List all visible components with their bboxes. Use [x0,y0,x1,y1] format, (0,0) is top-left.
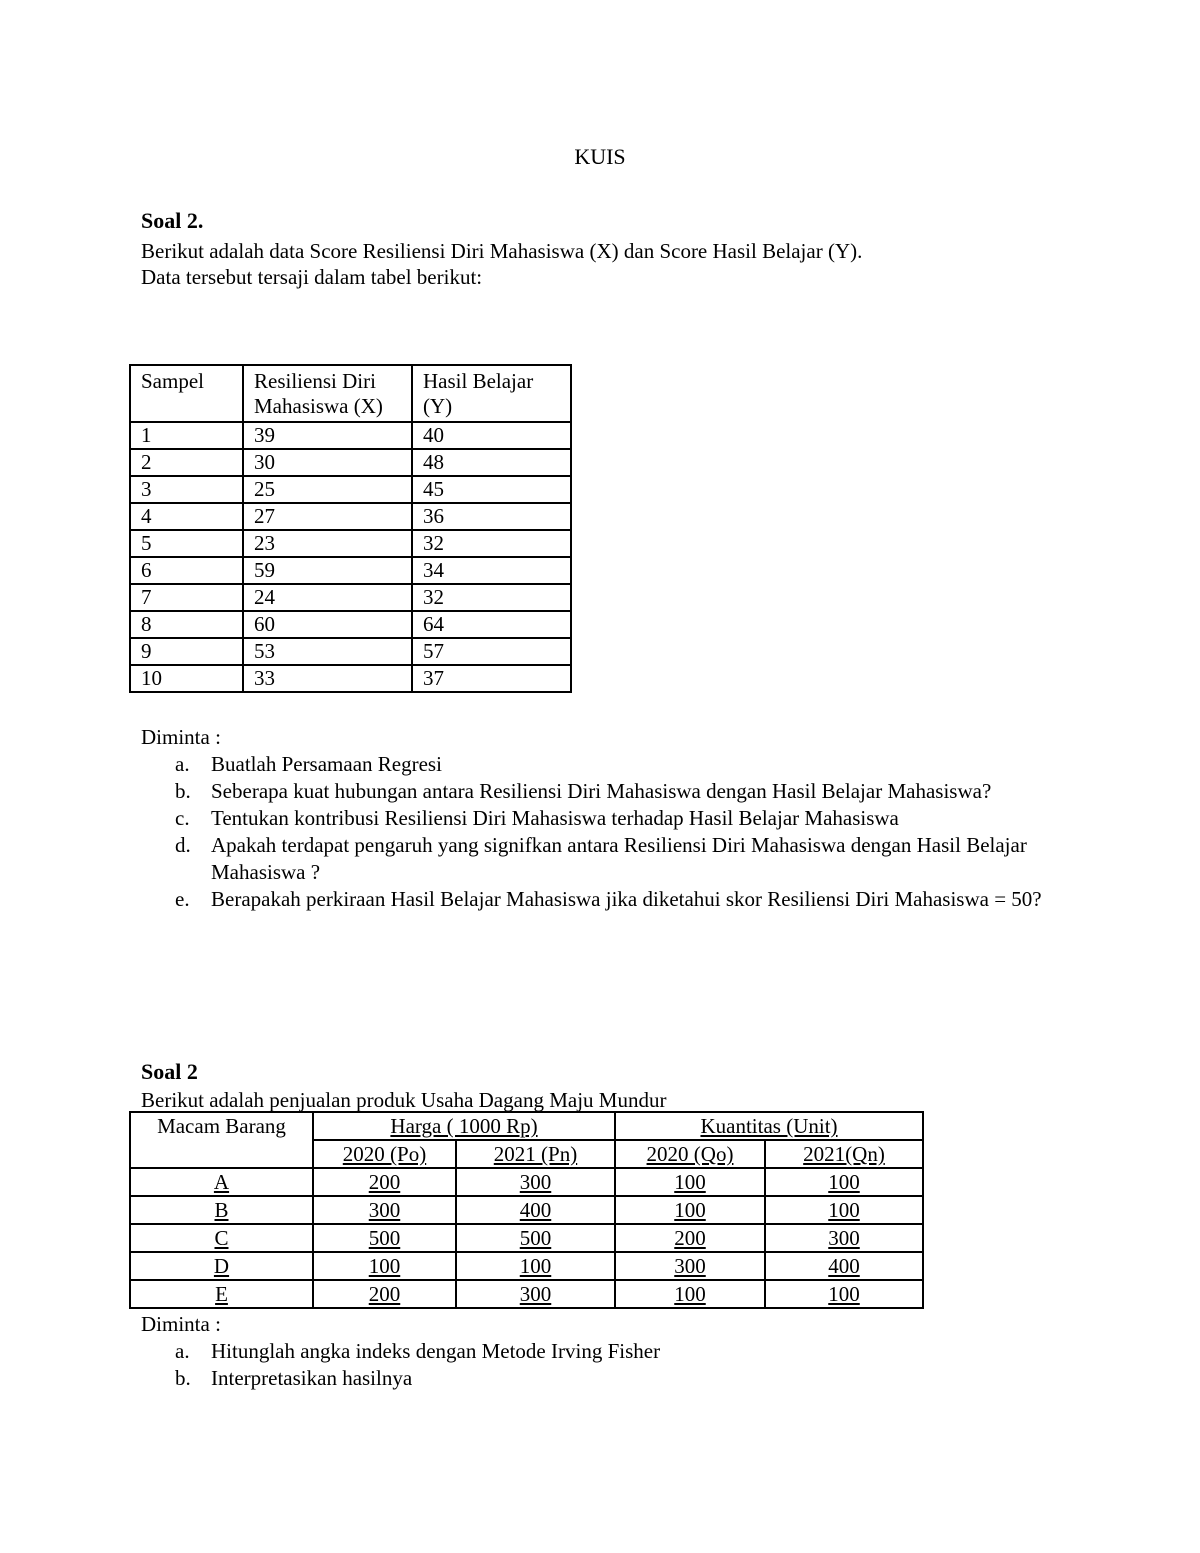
table-cell: D [130,1252,313,1280]
list-marker: b. [175,779,191,803]
table-cell: 36 [412,503,571,530]
table-row [130,1168,923,1196]
table-row [130,449,571,476]
table-cell: 34 [412,557,571,584]
table-cell: 39 [243,422,412,449]
question-text: Berapakah perkiraan Hasil Belajar Mahasiswa jika diketahui skor Resiliensi Diri Mahasiswa = 50? [211,887,1042,911]
table-row [130,530,571,557]
section1-diminta: Diminta : [141,725,221,749]
regression-data-table [129,364,572,693]
table-row [130,1224,923,1252]
section2-intro: Berikut adalah penjualan produk Usaha Dagang Maju Mundur [141,1088,667,1112]
table-cell: 2 [130,449,243,476]
table-cell: 8 [130,611,243,638]
list-marker: d. [175,833,191,857]
list-item [141,751,1091,778]
table-cell: C [130,1224,313,1252]
table-row [130,503,571,530]
table-cell: 48 [412,449,571,476]
header-resiliensi-line2: Mahasiswa (X) [254,394,383,418]
table-row [130,584,571,611]
table-cell: 57 [412,638,571,665]
header-sampel [130,365,243,422]
section1-question-list [141,751,1091,913]
table-cell: 300 [765,1224,923,1252]
list-item [141,1338,1091,1365]
header-resiliensi [243,365,412,422]
table-cell: 59 [243,557,412,584]
table-cell: 24 [243,584,412,611]
table-header-row [130,1112,923,1140]
table-cell: 100 [313,1252,456,1280]
table-header-row [130,365,571,422]
table-cell: 500 [313,1224,456,1252]
list-item [141,805,1091,832]
table-cell: 9 [130,638,243,665]
section1-intro-line1: Berikut adalah data Score Resiliensi Diri Mahasiswa (X) dan Score Hasil Belajar (Y). [141,239,863,263]
list-item [141,832,1091,886]
section1-heading: Soal 2. [141,208,204,233]
table-cell: 30 [243,449,412,476]
section2-diminta: Diminta : [141,1312,221,1336]
table-row [130,557,571,584]
table-cell: 32 [412,530,571,557]
table-cell: 300 [615,1252,765,1280]
table-cell: 3 [130,476,243,503]
table-cell: 7 [130,584,243,611]
header-hasil-belajar [412,365,571,422]
header-hasil-line1: Hasil Belajar [423,369,534,393]
table-cell: 64 [412,611,571,638]
table-cell: 200 [615,1224,765,1252]
question-text: Tentukan kontribusi Resiliensi Diri Mahasiswa terhadap Hasil Belajar Mahasiswa [211,806,899,830]
table-cell: 4 [130,503,243,530]
table-cell: 100 [456,1252,615,1280]
table-row [130,476,571,503]
question-text: Seberapa kuat hubungan antara Resiliensi Diri Mahasiswa dengan Hasil Belajar Mahasiswa? [211,779,992,803]
list-marker: a. [175,1339,190,1363]
table-cell: 100 [765,1280,923,1308]
header-hasil-line2: (Y) [423,394,453,418]
table-cell: 100 [615,1168,765,1196]
table-cell: 25 [243,476,412,503]
table-cell: 6 [130,557,243,584]
header-sampel-text: Sampel [141,369,204,393]
table-cell: 400 [765,1252,923,1280]
header-harga: Harga ( 1000 Rp) [313,1112,615,1140]
table-cell: 40 [412,422,571,449]
table-cell: A [130,1168,313,1196]
table-row [130,665,571,692]
table-cell: 200 [313,1168,456,1196]
subheader-pn: 2021 (Pn) [456,1140,615,1168]
list-marker: b. [175,1366,191,1390]
list-marker: a. [175,752,190,776]
section1-intro-line2: Data tersebut tersaji dalam tabel berikut: [141,265,483,289]
header-resiliensi-line1: Resiliensi Diri [254,369,376,393]
subheader-qo: 2020 (Qo) [615,1140,765,1168]
section2-heading: Soal 2 [141,1059,198,1084]
table-row [130,638,571,665]
question-text: Hitunglah angka indeks dengan Metode Irving Fisher [211,1339,661,1363]
table-cell: 300 [313,1196,456,1224]
table-row [130,1280,923,1308]
table-cell: 100 [765,1196,923,1224]
page-title: KUIS [574,144,626,169]
table-cell: 100 [615,1196,765,1224]
header-macam-barang: Macam Barang [130,1112,313,1168]
list-item [141,1365,1091,1392]
question-text: Buatlah Persamaan Regresi [211,752,442,776]
table-cell: 100 [615,1280,765,1308]
list-item [141,778,1091,805]
table-cell: 400 [456,1196,615,1224]
section2-question-list [141,1338,1091,1392]
list-item [141,886,1091,913]
table-row [130,422,571,449]
table-cell: 32 [412,584,571,611]
table-cell: 45 [412,476,571,503]
table-cell: 10 [130,665,243,692]
table-cell: 100 [765,1168,923,1196]
table-row [130,1252,923,1280]
header-kuantitas: Kuantitas (Unit) [615,1112,923,1140]
sales-index-table [129,1111,924,1309]
list-marker: c. [175,806,190,830]
table-cell: E [130,1280,313,1308]
table-cell: 53 [243,638,412,665]
table-cell: 23 [243,530,412,557]
table-cell: 1 [130,422,243,449]
table-cell: 200 [313,1280,456,1308]
table-cell: 500 [456,1224,615,1252]
table-cell: B [130,1196,313,1224]
table-row [130,1196,923,1224]
subheader-po: 2020 (Po) [313,1140,456,1168]
table-cell: 300 [456,1280,615,1308]
table-cell: 37 [412,665,571,692]
subheader-qn: 2021(Qn) [765,1140,923,1168]
table-cell: 33 [243,665,412,692]
table-row [130,611,571,638]
table-cell: 5 [130,530,243,557]
question-text: Apakah terdapat pengaruh yang signifkan antara Resiliensi Diri Mahasiswa dengan Hasil Belajar Mahasiswa ? [211,833,1027,884]
table-cell: 300 [456,1168,615,1196]
table-cell: 60 [243,611,412,638]
list-marker: e. [175,887,190,911]
question-text: Interpretasikan hasilnya [211,1366,413,1390]
table-cell: 27 [243,503,412,530]
